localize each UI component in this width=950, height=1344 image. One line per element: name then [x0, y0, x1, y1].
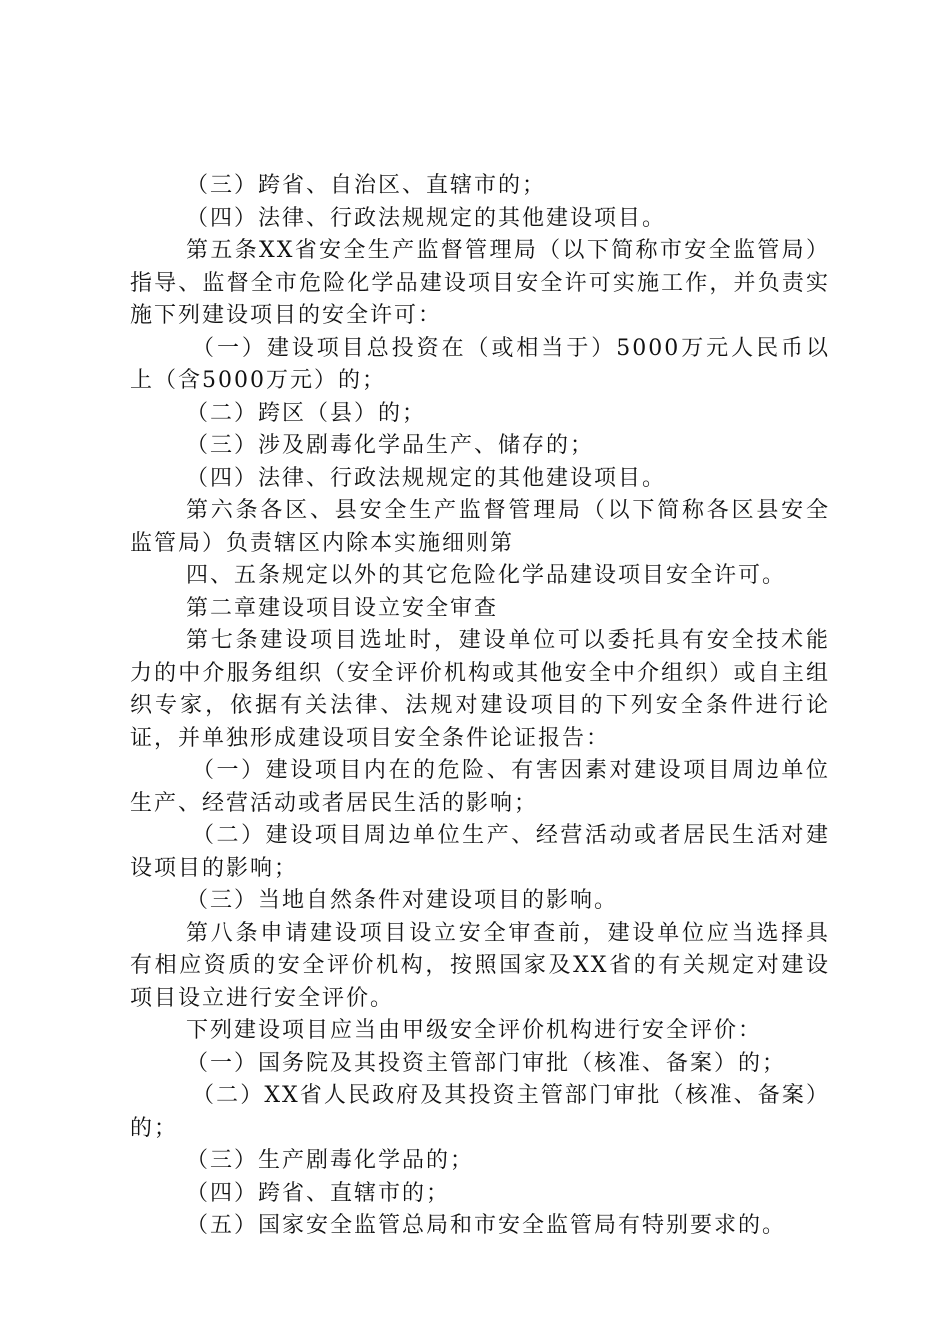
paragraph: （五）国家安全监管总局和市安全监管局有特别要求的。 — [186, 1213, 787, 1238]
document-body — [130, 170, 830, 1243]
paragraph: （一）建设项目内在的危险、有害因素对建设项目周边单位生产、经营活动或者居民生活的影响； — [130, 758, 830, 816]
paragraph: （一）国务院及其投资主管部门审批（核准、备案）的； — [186, 1050, 787, 1076]
paragraph: 下列建设项目应当由甲级安全评价机构进行安全评价： — [186, 1018, 763, 1043]
article-6-paragraph: 第六条各区、县安全生产监督管理局（以下简称各区县安全监管局）负责辖区内除本实施细则第 — [130, 498, 830, 556]
paragraph: （三）跨省、自治区、直辖市的； — [186, 173, 547, 198]
article-8-paragraph: 第八条申请建设项目设立安全审查前，建设单位应当选择具有相应资质的安全评价机构，按照国家及XX省的有关规定对建设项目设立进行安全评价。 — [130, 920, 830, 1011]
paragraph: （三）生产剧毒化学品的； — [186, 1148, 475, 1173]
paragraph: （四）法律、行政法规规定的其他建设项目。 — [186, 205, 667, 231]
paragraph: （四）法律、行政法规规定的其他建设项目。 — [186, 465, 667, 491]
paragraph: （二）XX省人民政府及其投资主管部门审批（核准、备案）的； — [130, 1083, 830, 1141]
paragraph: （二）建设项目周边单位生产、经营活动或者居民生活对建设项目的影响； — [130, 823, 830, 881]
paragraph: （三）当地自然条件对建设项目的影响。 — [186, 888, 619, 913]
article-7-paragraph: 第七条建设项目选址时，建设单位可以委托具有安全技术能力的中介服务组织（安全评价机构或其他安全中介组织）或自主组织专家，依据有关法律、法规对建设项目的下列安全条件进行论证，并单独形成建设项目安全条件论证报告： — [130, 628, 830, 751]
paragraph: （二）跨区（县）的； — [186, 400, 427, 426]
chapter-heading: 第二章建设项目设立安全审查 — [186, 595, 499, 621]
paragraph: （三）涉及剧毒化学品生产、储存的； — [186, 433, 595, 458]
paragraph: （一）建设项目总投资在（或相当于）5000万元人民币以上（含5000万元）的； — [130, 335, 830, 393]
paragraph: 四、五条规定以外的其它危险化学品建设项目安全许可。 — [186, 563, 787, 588]
article-5-paragraph: 第五条XX省安全生产监督管理局（以下简称市安全监管局）指导、监督全市危险化学品建设项目安全许可实施工作，并负责实施下列建设项目的安全许可： — [130, 238, 830, 328]
paragraph: （四）跨省、直辖市的； — [186, 1180, 451, 1206]
